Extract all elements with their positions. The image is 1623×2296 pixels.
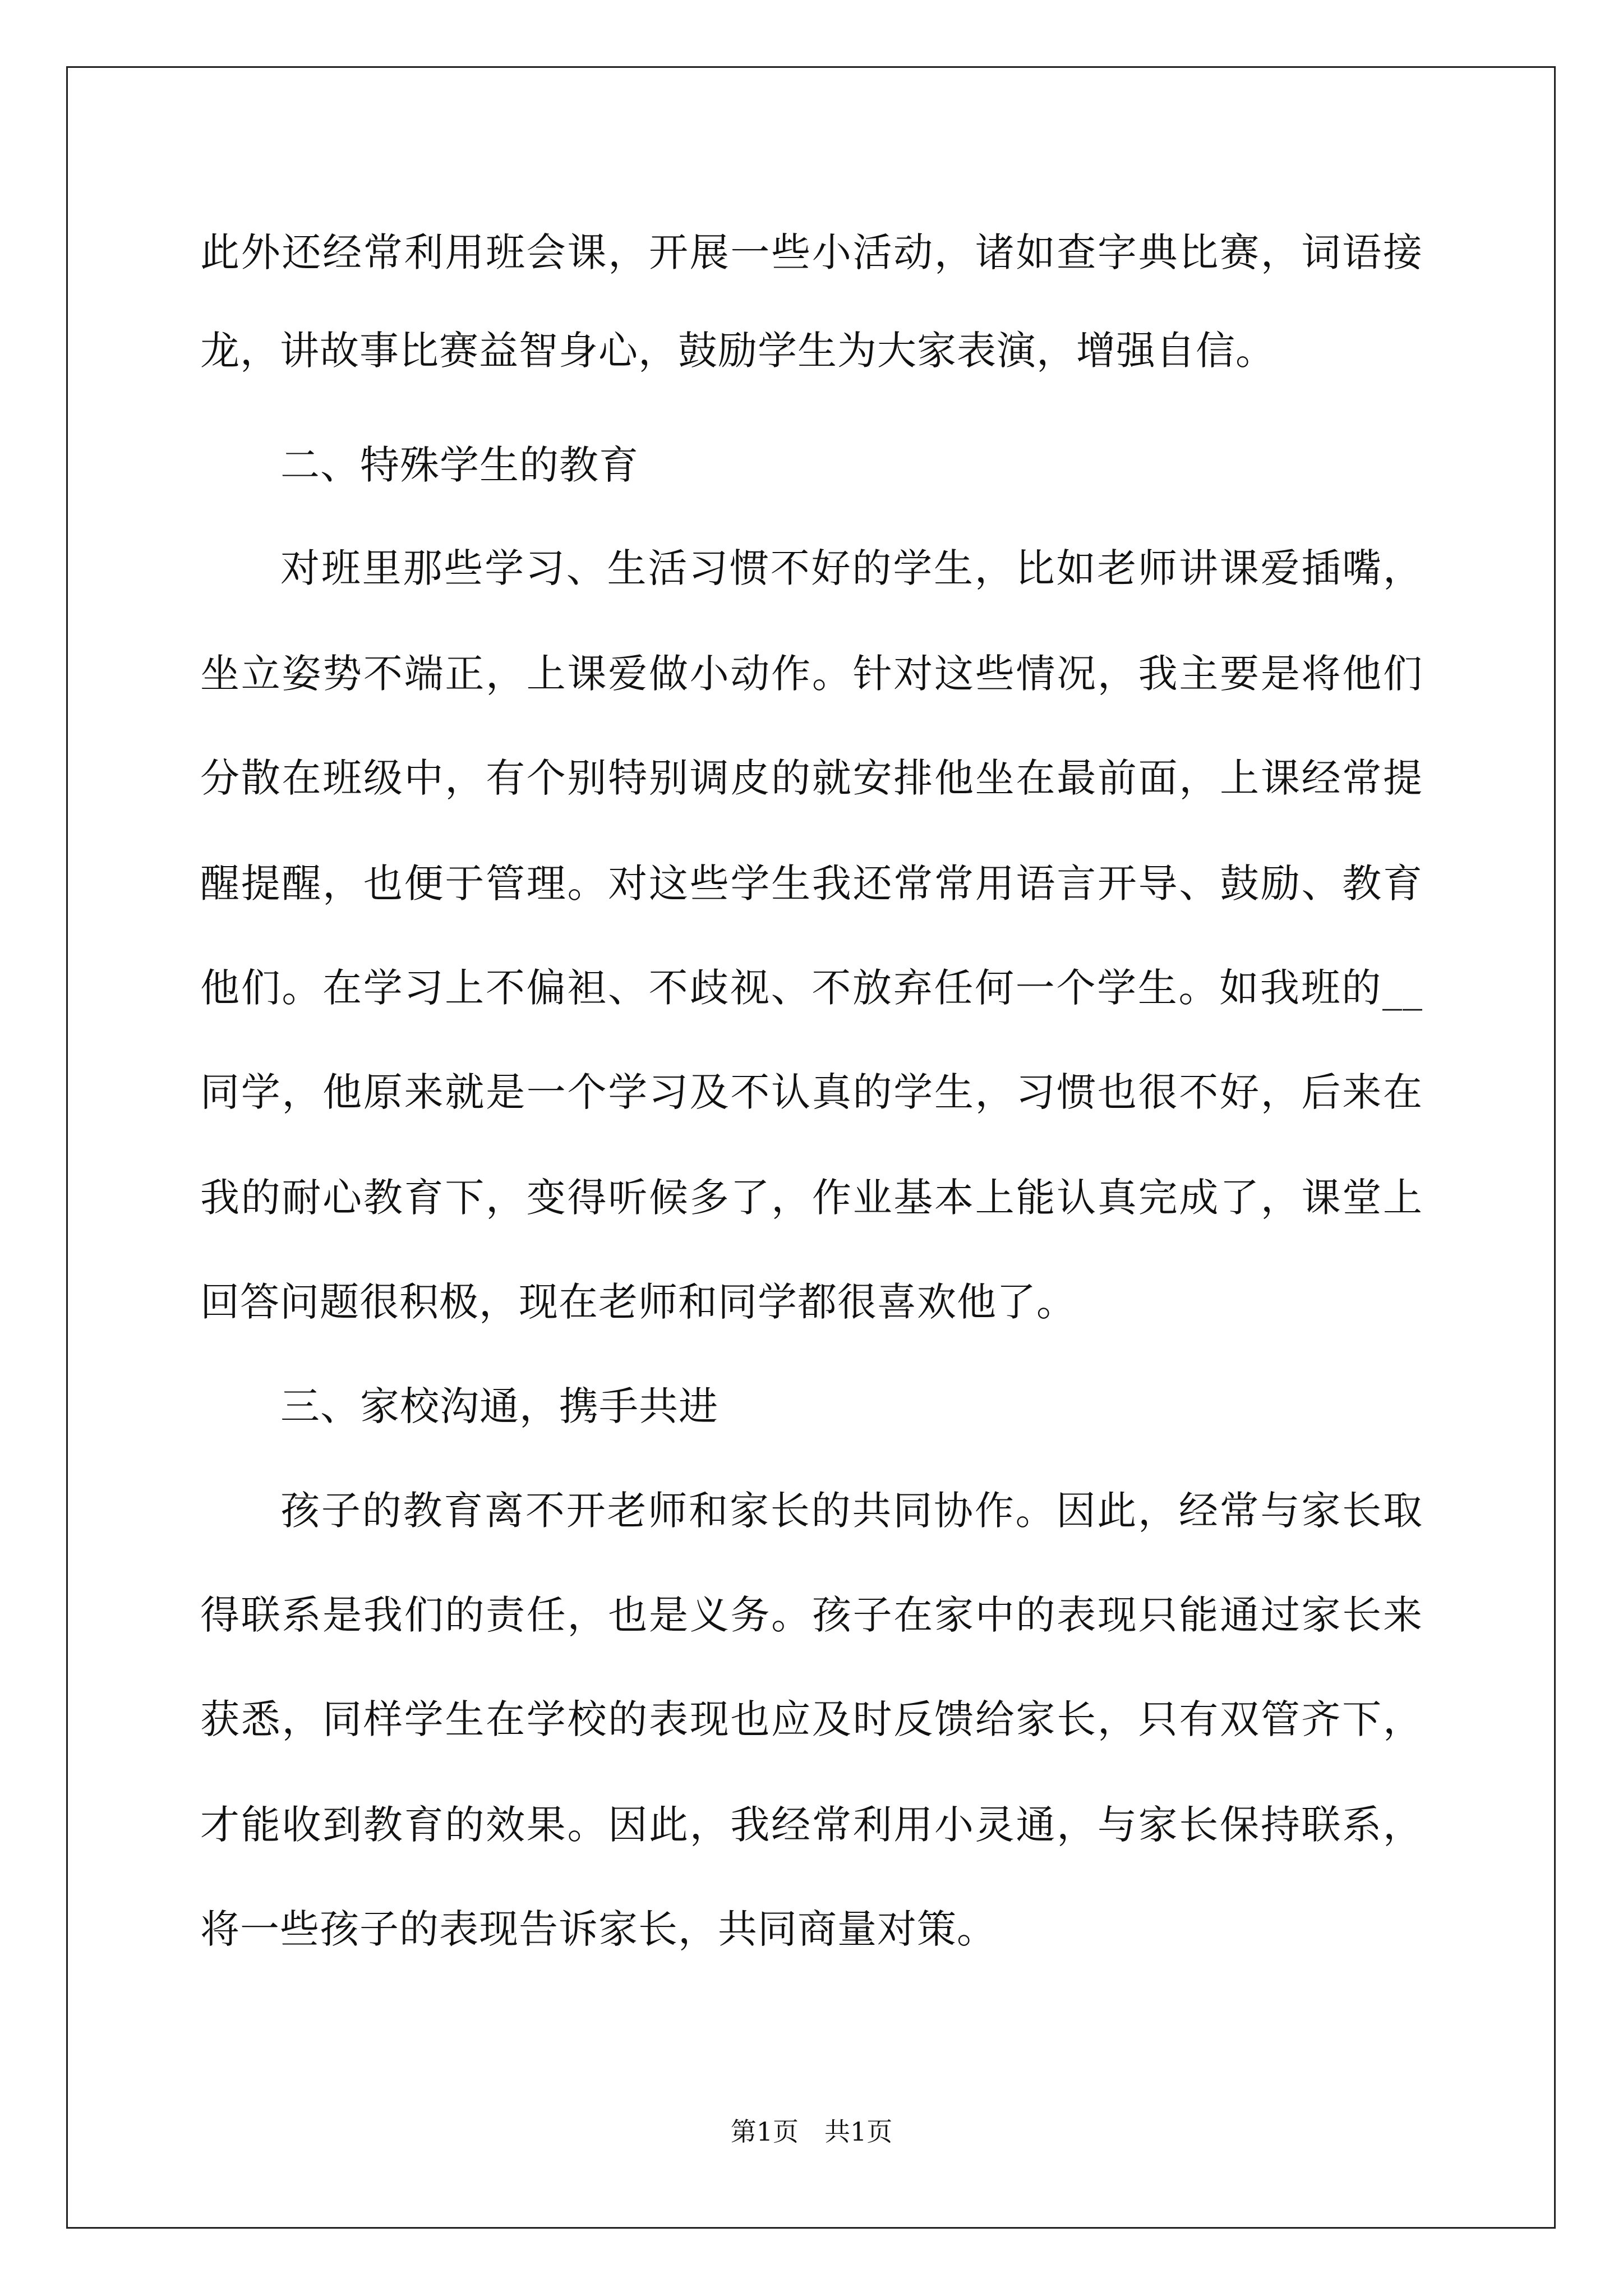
section-heading-3: 三、家校沟通，携手共进 bbox=[280, 1383, 718, 1429]
paragraph-2-line-7: 我的耐心教育下，变得听候多了，作业基本上能认真完成了，课堂上 bbox=[200, 1175, 1423, 1221]
paragraph-3-line-4: 才能收到教育的效果。因此，我经常利用小灵通，与家长保持联系， bbox=[200, 1802, 1423, 1848]
paragraph-3-line-1: 孩子的教育离不开老师和家长的共同协作。因此，经常与家长取 bbox=[280, 1488, 1423, 1534]
paragraph-2-line-6: 同学，他原来就是一个学习及不认真的学生，习惯也很不好，后来在 bbox=[200, 1069, 1423, 1115]
paragraph-2-line-3: 分散在班级中，有个别特别调皮的就安排他坐在最前面，上课经常提 bbox=[200, 755, 1423, 801]
paragraph-1-line-2: 龙，讲故事比赛益智身心，鼓励学生为大家表演，增强自信。 bbox=[200, 328, 1275, 374]
paragraph-1-line-1: 此外还经常利用班会课，开展一些小活动，诸如查字典比赛，词语接 bbox=[200, 229, 1423, 275]
paragraph-2-line-2: 坐立姿势不端正，上课爱做小动作。针对这些情况，我主要是将他们 bbox=[200, 651, 1423, 697]
paragraph-2-line-4: 醒提醒，也便于管理。对这些学生我还常常用语言开导、鼓励、教育 bbox=[200, 861, 1423, 907]
paragraph-2-line-8: 回答问题很积极，现在老师和同学都很喜欢他了。 bbox=[200, 1279, 1076, 1325]
paragraph-2-line-5: 他们。在学习上不偏袒、不歧视、不放弃任何一个学生。如我班的__ bbox=[200, 965, 1423, 1011]
paragraph-3-line-3: 获悉，同样学生在学校的表现也应及时反馈给家长，只有双管齐下， bbox=[200, 1696, 1423, 1742]
section-heading-2: 二、特殊学生的教育 bbox=[280, 442, 639, 488]
paragraph-3-line-5: 将一些孩子的表现告诉家长，共同商量对策。 bbox=[200, 1906, 997, 1952]
page-number-footer: 第1页 共1页 bbox=[730, 2116, 893, 2147]
paragraph-3-line-2: 得联系是我们的责任，也是义务。孩子在家中的表现只能通过家长来 bbox=[200, 1592, 1423, 1638]
paragraph-2-line-1: 对班里那些学习、生活习惯不好的学生，比如老师讲课爱插嘴， bbox=[280, 545, 1423, 591]
